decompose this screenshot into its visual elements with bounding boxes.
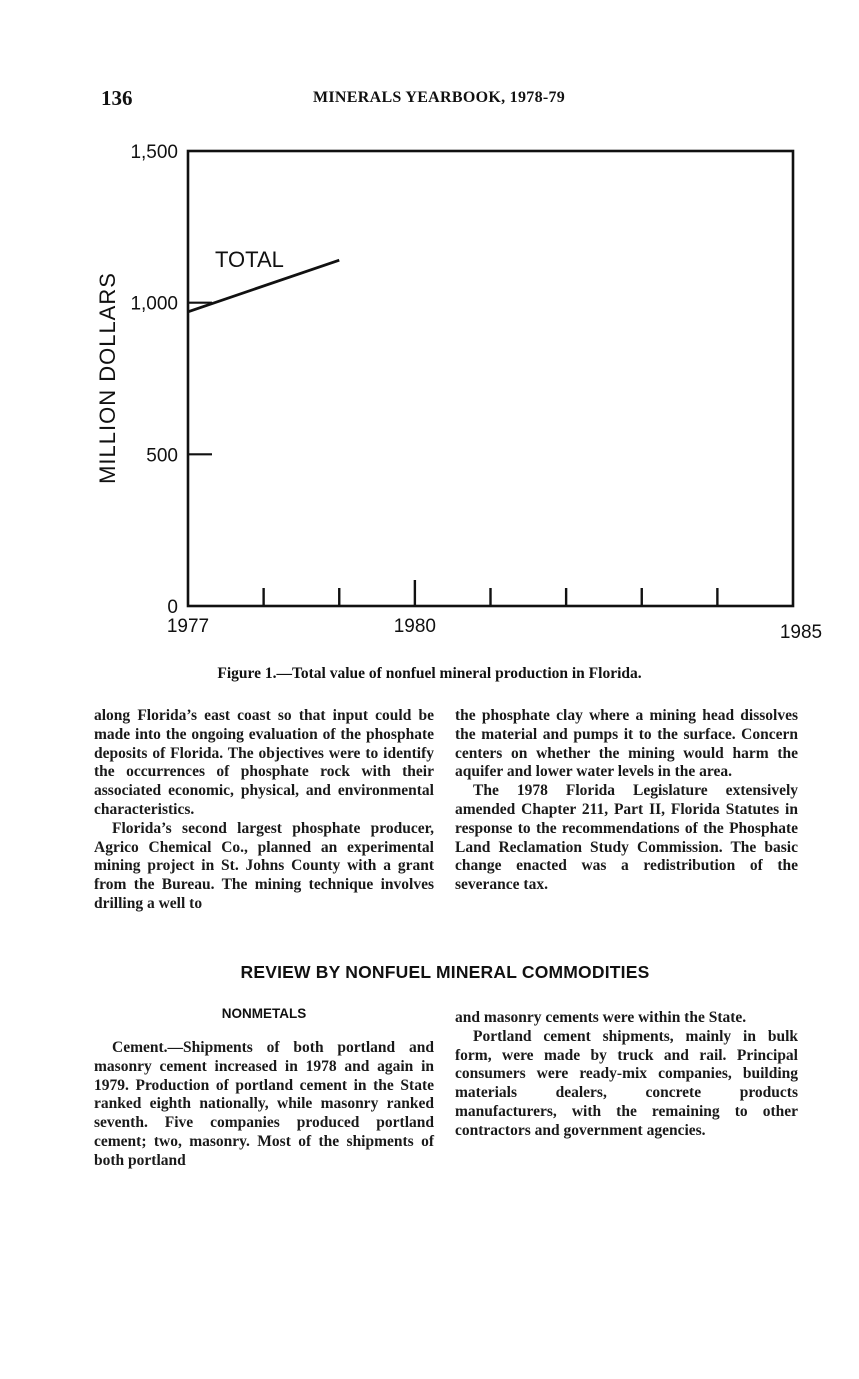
y-tick-label: 500 [146, 445, 178, 467]
section-heading: REVIEW BY NONFUEL MINERAL COMMODITIES [240, 962, 650, 982]
paragraph: The 1978 Florida Legislature extensively amended Chapter 211, Part II, Florida Statutes in response to the recommendations of the Phosphate Land Reclamation Study Commission. The basic change enacted was a redistribution of the severance tax. [455, 782, 798, 894]
paragraph: Portland cement shipments, mainly in bulk form, were made by truck and rail. Principal consumers were ready-mix companies, building materials dealers, concrete products manufacturers, with the remaining to other contractors and government agencies. [455, 1027, 798, 1139]
x-tick-label: 1977 [166, 616, 210, 637]
figure-caption: Figure 1.—Total value of nonfuel mineral production in Florida. [217, 665, 642, 682]
text-column-left-top [94, 707, 434, 914]
y-axis-label: MILLION DOLLARS [95, 272, 120, 484]
page-number: 136 [101, 86, 133, 110]
plot-frame [188, 151, 793, 606]
paragraph-cement [94, 1039, 434, 1171]
y-tick-label: 1,000 [130, 293, 178, 315]
text-column-left-bottom [94, 1039, 434, 1171]
paragraph: Florida’s second largest phosphate producer, Agrico Chemical Co., planned an experimental mining project in St. Johns County with a grant from the Bureau. The mining technique involves drilling a well to [94, 819, 434, 912]
x-tick-label: 1980 [393, 616, 437, 637]
paragraph: the phosphate clay where a mining head dissolves the material and pumps it to the surface. Concern centers on whether the mining would harm the aquifer and lower water levels in the area. [455, 707, 798, 781]
paragraph-text: —Shipments of both portland and masonry cement increased in 1978 and again in 1979. Production of portland cement in the State ranked eighth nationally, while masonry ranked seventh. Five companies produced portland cement; two, masonry. Most of the shipments of both portland [94, 1039, 434, 1169]
running-title: MINERALS YEARBOOK, 1978-79 [313, 89, 566, 106]
x-tick-label: 1985 [779, 622, 823, 643]
series-label: TOTAL [215, 247, 284, 273]
text-column-right-top [455, 707, 798, 895]
text-column-right-bottom [455, 1009, 798, 1141]
paragraph: and masonry cements were within the State. [455, 1009, 747, 1026]
run-in-heading: Cement. [112, 1039, 168, 1056]
figure-chart [0, 0, 859, 660]
paragraph: along Florida’s east coast so that input could be made into the ongoing evaluation of the phosphate deposits of Florida. The objectives were to identify the occurrences of phosphate rock with their associated economic, physical, and environmental characteristics. [94, 707, 434, 818]
y-tick-label: 0 [167, 597, 178, 618]
y-tick-label: 1,500 [130, 142, 178, 163]
sub-heading: NONMETALS [221, 1006, 307, 1021]
